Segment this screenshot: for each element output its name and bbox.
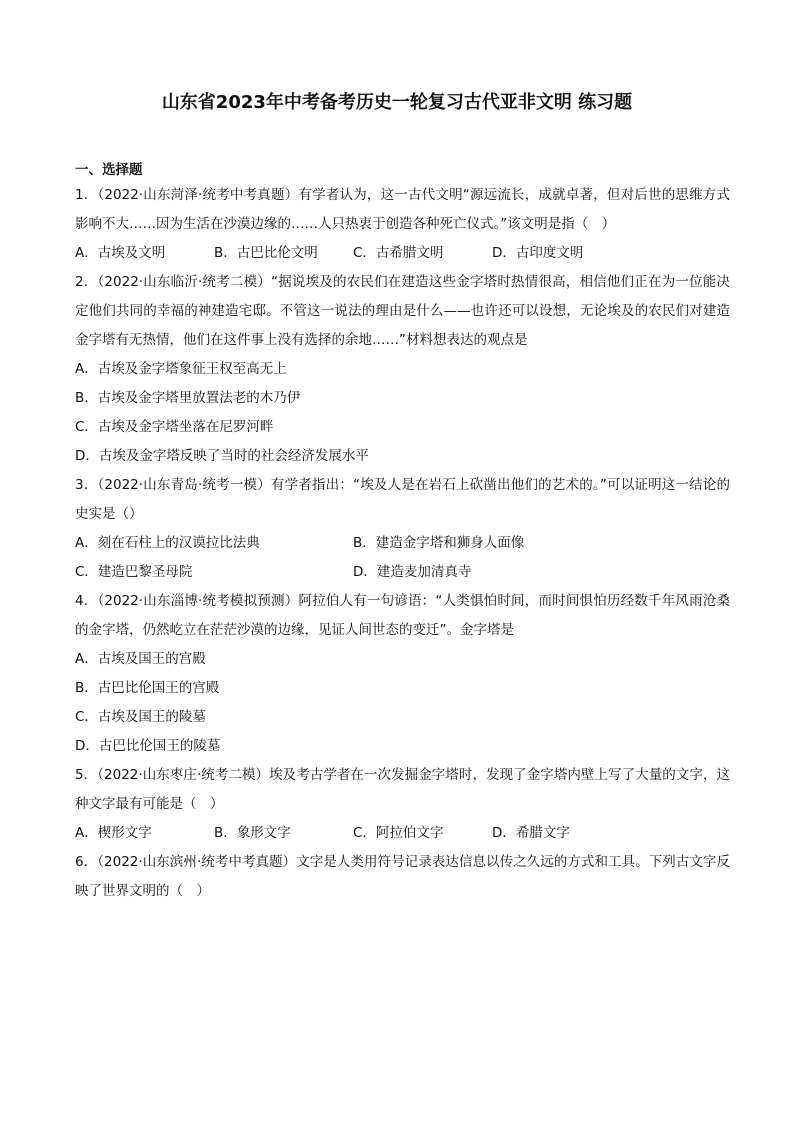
question-1 — [75, 181, 730, 268]
question-2-option-b[interactable]: B．古埃及金字塔里放置法老的木乃伊 — [75, 390, 301, 406]
question-1-option-b[interactable]: B．古巴比伦文明 — [214, 245, 318, 261]
question-3-options-row-1 — [75, 529, 730, 558]
question-5 — [75, 761, 730, 848]
question-3 — [75, 471, 730, 587]
question-3-option-b[interactable]: B．建造金字塔和狮身人面像 — [353, 535, 525, 551]
page-title: 山东省2023年中考备考历史一轮复习古代亚非文明 练习题 — [161, 92, 633, 113]
question-4-option-d[interactable]: D．古巴比伦国王的陵墓 — [75, 738, 221, 754]
question-2 — [75, 268, 730, 471]
question-1-option-a[interactable]: A．古埃及文明 — [75, 245, 166, 261]
question-4-option-c[interactable]: C．古埃及国王的陵墓 — [75, 709, 206, 725]
question-6-stem: 6．（2022·山东滨州·统考中考真题）文字是人类用符号记录表达信息以传之久远的方式和工具。下列古文字反映了世界文明的（ ） — [75, 854, 730, 899]
question-2-option-d[interactable]: D．古埃及金字塔反映了当时的社会经济发展水平 — [75, 448, 369, 464]
question-3-option-a[interactable]: A．刻在石柱上的汉谟拉比法典 — [75, 535, 260, 551]
question-5-option-d[interactable]: D．希腊文字 — [492, 825, 570, 841]
question-2-option-a[interactable]: A．古埃及金字塔象征王权至高无上 — [75, 361, 287, 377]
question-3-option-c[interactable]: C．建造巴黎圣母院 — [75, 564, 193, 580]
question-2-option-c[interactable]: C．古埃及金字塔坐落在尼罗河畔 — [75, 419, 274, 435]
question-5-options — [75, 819, 730, 848]
question-3-options-row-2 — [75, 558, 730, 587]
question-4-option-b[interactable]: B．古巴比伦国王的宫殿 — [75, 680, 220, 696]
question-1-option-d[interactable]: D．古印度文明 — [492, 245, 584, 261]
question-5-option-a[interactable]: A．楔形文字 — [75, 825, 152, 841]
question-1-options — [75, 239, 730, 268]
question-2-stem: 2．（2022·山东临沂·统考二模）“据说埃及的农民们在建造这些金字塔时热情很高，相信他们正在为一位能决定他们共同的幸福的神建造宅邸。不管这一说法的理由是什么——也许还可以设想，无论埃及的农民们对建造金字塔有无热情，他们在这件事上没有选择的余地……”材料想表达的观点是 — [75, 274, 730, 348]
section-heading: 一、选择题 — [75, 162, 143, 178]
question-6 — [75, 848, 730, 906]
question-list — [75, 160, 730, 906]
question-4-option-a[interactable]: A．古埃及国王的宫殿 — [75, 651, 206, 667]
question-1-stem: 1．（2022·山东菏泽·统考中考真题）有学者认为，这一古代文明“源远流长，成就卓著，但对后世的思维方式影响不大……因为生活在沙漠边缘的……人只热衷于创造各种死亡仪式。”该文明是指（ ） — [75, 187, 730, 232]
question-5-stem: 5．（2022·山东枣庄·统考二模）埃及考古学者在一次发掘金字塔时，发现了金字塔内壁上写了大量的文字，这种文字最有可能是（ ） — [75, 767, 730, 812]
question-1-option-c[interactable]: C．古希腊文明 — [353, 245, 444, 261]
question-4-stem: 4．（2022·山东淄博·统考模拟预测）阿拉伯人有一句谚语：“人类惧怕时间，而时间惧怕历经数千年风雨沧桑的金字塔，仍然屹立在茫茫沙漠的边缘，见证人间世态的变迁”。金字塔是 — [75, 593, 730, 638]
question-3-stem: 3．（2022·山东青岛·统考一模）有学者指出：“埃及人是在岩石上砍凿出他们的艺术的。”可以证明这一结论的史实是（） — [75, 477, 730, 522]
question-5-option-b[interactable]: B．象形文字 — [214, 825, 291, 841]
question-5-option-c[interactable]: C．阿拉伯文字 — [353, 825, 444, 841]
question-4 — [75, 587, 730, 761]
question-3-option-d[interactable]: D．建造麦加清真寺 — [353, 564, 472, 580]
